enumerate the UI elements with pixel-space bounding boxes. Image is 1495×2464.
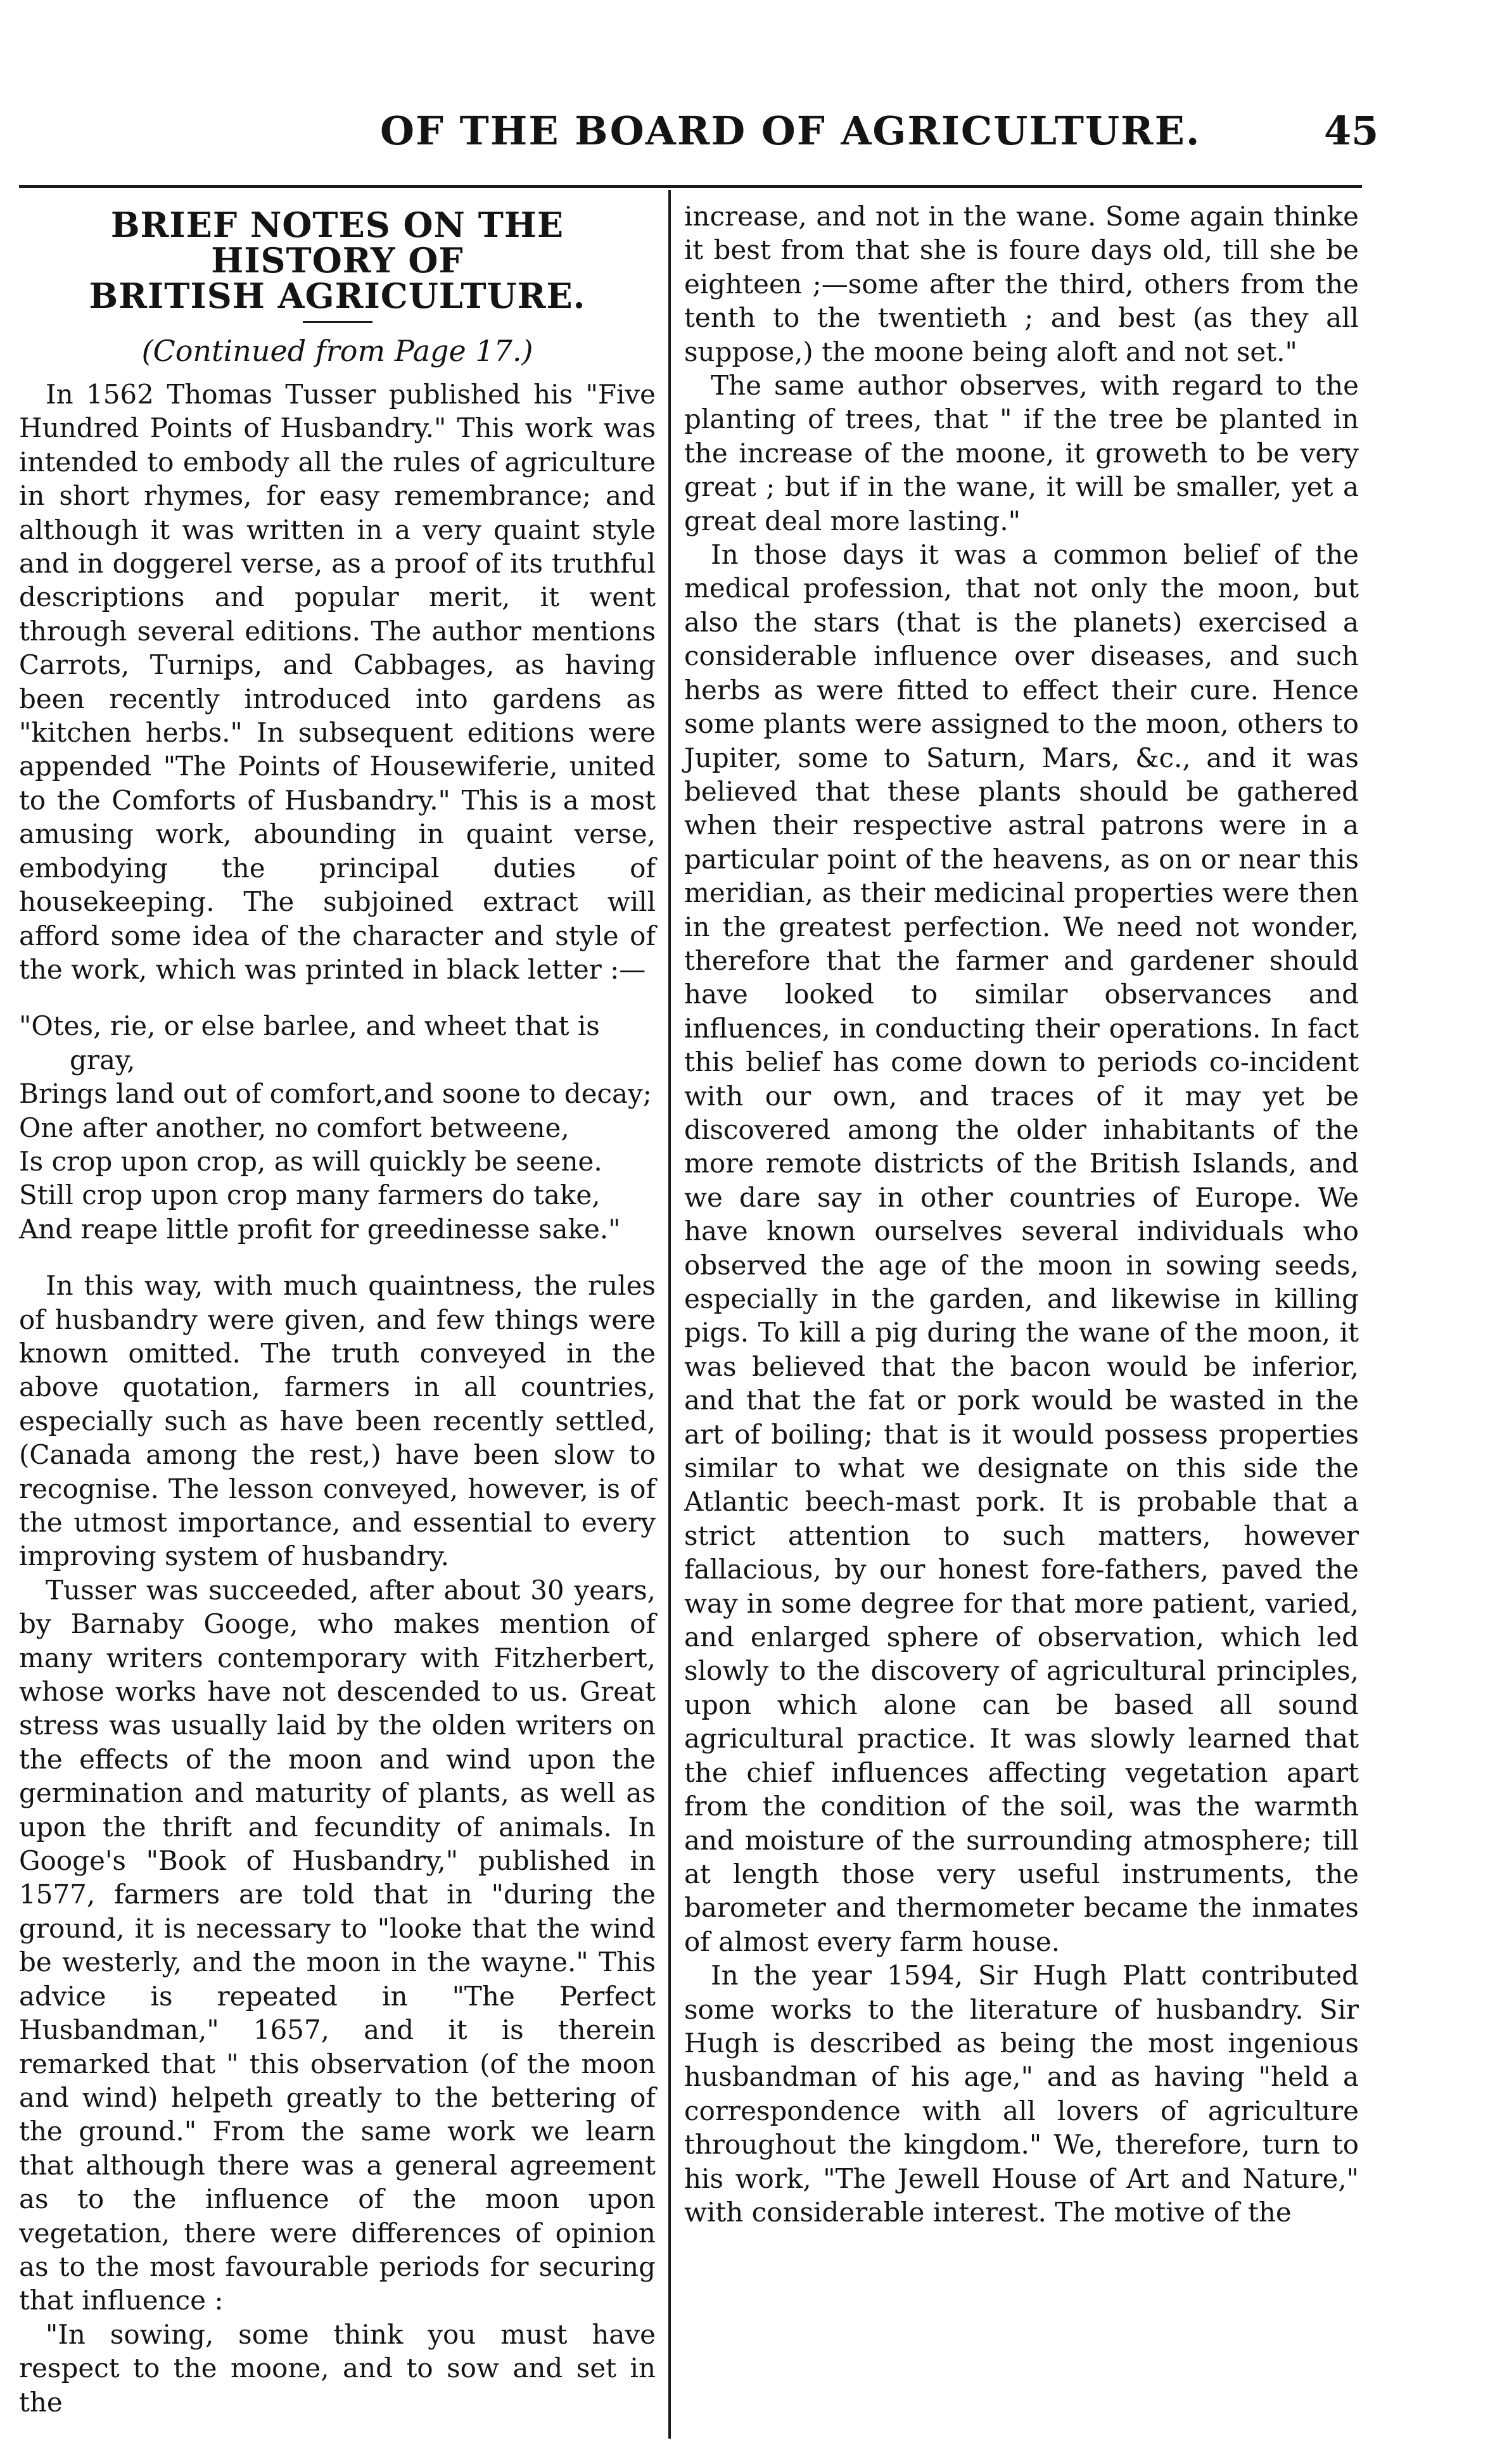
paragraph: Tusser was succeeded, after about 30 years, by Barnaby Googe, who makes mention of many writers contemporary with Fitzherbert, whose works have not descended to us. Great stress was usually laid by the olden writers on the effects of the moon and wind upon the germination and maturity of plants, as well as upon the thrift and fecundity of animals. In Googe's "Book of Husbandry," published in 1577, farmers are told that in "during the ground, it is necessary to "looke that the wind be westerly, and the moon in the wayne." This advice is repeated in "The Perfect Husbandman," 1657, and it is therein remarked that " this observation (of the moon and wind) helpeth greatly to the bettering of the ground." From the same work we learn that although there was a general agreement as to the influence of the moon upon vegetation, there were differences of opinion as to the most favourable periods for securing that influence :: [19, 1574, 656, 2316]
paragraph: In 1562 Thomas Tusser published his "Five Hundred Points of Husbandry." This work was intended to embody all the rules of agriculture in short rhymes, for easy remembrance; and although it was written in a very quaint style and in doggerel verse, as a proof of its truthful descriptions and popular merit, it went through several editions. The author mentions Carrots, Turnips, and Cabbages, as having been recently introduced into gardens as "kitchen herbs." In subsequent editions were appended "The Points of Housewiferie, united to the Comforts of Husbandry." This is a most amusing work, abounding in quaint verse, embodying the principal duties of housekeeping. The subjoined extract will afford some idea of the character and style of the work, which was printed in black letter :—: [19, 379, 656, 985]
article-headline: [19, 207, 656, 314]
paragraph: In those days it was a common belief of the medical profession, that not only the moon, but also the stars (that is the planets) exercised a considerable influence over diseases, and such herbs as were fitted to effect their cure. Hence some plants were assigned to the moon, others to Jupiter, some to Saturn, Mars, &c., and it was believed that these plants should be gathered when their respective astral patrons were in a particular point of the heavens, as on or near this meridian, as their medicinal properties were then in the greatest perfection. We need not wonder, therefore that the farmer and gardener should have looked to similar observances and influences, in conducting their operations. In fact this belief has come down to periods co-incident with our own, and traces of it may yet be discovered among the older inhabitants of the more remote districts of the British Islands, and we dare say in other countries of Europe. We have known ourselves several individuals who observed the age of the moon in sowing seeds, especially in the garden, and likewise in killing pigs. To kill a pig during the wane of the moon, it was believed that the bacon would be inferior, and that the fat or pork would be wasted in the art of boiling; that is it would possess properties similar to what we designate on this side the Atlantic beech-mast pork. It is probable that a strict attention to such matters, however fallacious, by our honest fore-fathers, paved the way in some degree for that more patient, varied, and enlarged sphere of observation, which led slowly to the discovery of agricultural principles, upon which alone can be based all sound agricultural practice. It was slowly learned that the chief influences affecting vegetation apart from the condition of the soil, was the warmth and moisture of the surrounding atmosphere; till at length those very useful instruments, the barometer and thermometer became the inmates of almost every farm house.: [684, 539, 1359, 1957]
headline-line-1: BRIEF NOTES ON THE HISTORY OF: [110, 205, 564, 281]
verse-line: "Otes, rie, or else barlee, and wheet that is: [19, 1010, 600, 1042]
headline-rule: [303, 321, 372, 323]
verse-line: And reape little profit for greedinesse sake.": [19, 1213, 621, 1245]
verse-line: gray,: [70, 1044, 136, 1076]
verse-line: Is crop upon crop, as will quickly be seene.: [19, 1145, 602, 1177]
column-divider: [668, 190, 671, 2439]
running-head: [0, 108, 1495, 171]
running-title: OF THE BOARD OF AGRICULTURE.: [380, 108, 1201, 154]
paragraph: increase, and not in the wane. Some again thinke it best from that she is foure days old, till she be eighteen ;—some after the third, others from the tenth to the twentieth ; and best (as they all suppose,) the moone being aloft and not set.": [684, 201, 1359, 367]
continued-note: (Continued from Page 17.): [141, 334, 533, 368]
headline-line-2: BRITISH AGRICULTURE.: [89, 276, 586, 316]
right-column: [684, 200, 1359, 2229]
header-rule: [19, 185, 1362, 188]
left-column: [19, 200, 656, 2419]
page-number: 45: [1324, 108, 1379, 154]
paragraph: The same author observes, with regard to the planting of trees, that " if the tree be planted in the increase of the moone, it groweth to be very great ; but if in the wane, it will be smaller, yet a great deal more lasting.": [684, 370, 1359, 537]
verse-line: Still crop upon crop many farmers do take,: [19, 1179, 601, 1211]
verse-line: One after another, no comfort betweene,: [19, 1112, 569, 1143]
verse-quote: [19, 1009, 656, 1246]
verse-line: Brings land out of comfort,and soone to decay;: [19, 1078, 652, 1110]
paragraph: In this way, with much quaintness, the rules of husbandry were given, and few things were known omitted. The truth conveyed in the above quotation, farmers in all countries, especially such as have been recently settled, (Canada among the rest,) have been slow to recognise. The lesson conveyed, however, is of the utmost importance, and essential to every improving system of husbandry.: [19, 1270, 656, 1572]
paragraph: In the year 1594, Sir Hugh Platt contributed some works to the literature of husbandry. Sir Hugh is described as being the most ingenious husbandman of his age," and as having "held a correspondence with all lovers of agriculture throughout the kingdom." We, therefore, turn to his work, "The Jewell House of Art and Nature," with considerable interest. The motive of the: [684, 1960, 1359, 2228]
paragraph: "In sowing, some think you must have respect to the moone, and to sow and set in the: [19, 2318, 656, 2418]
